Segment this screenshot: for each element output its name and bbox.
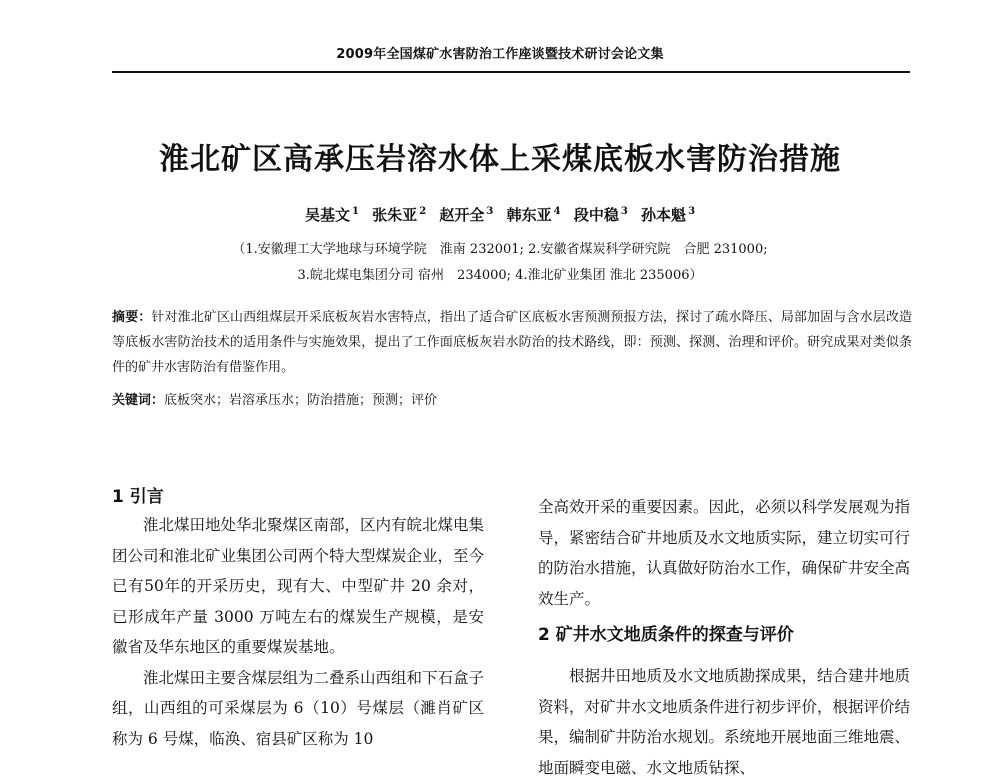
paper-title: 淮北矿区高承压岩溶水体上采煤底板水害防治措施 xyxy=(159,142,841,177)
section-1-paragraph-1: 淮北煤田地处华北聚煤区南部，区内有皖北煤电集团公司和淮北矿业集团公司两个特大型煤炭企业，至今已有50年的开采历史，现有大、中型矿井 20 余对，已形成年产量 3000 万吨左右的煤炭生产规模，是安徽省及华东地区的重要煤炭基地。 xyxy=(112,516,485,656)
header-rule xyxy=(112,71,910,73)
author-sup: 3 xyxy=(688,206,696,217)
author-sup: 4 xyxy=(553,206,561,217)
affiliation-line-2: 3.皖北煤电集团分司 宿州 234000; 4.淮北矿业集团 淮北 235006） xyxy=(297,268,703,283)
section-2-heading: 2 矿井水文地质条件的探查与评价 xyxy=(538,625,794,645)
right-column xyxy=(538,492,910,614)
keywords-label: 关键词： xyxy=(112,393,165,408)
author-name: 吴基文 xyxy=(304,206,350,224)
author-sup: 2 xyxy=(419,206,427,217)
abstract xyxy=(112,305,912,380)
abstract-text: 针对淮北矿区山西组煤层开采底板灰岩水害特点，指出了适合矿区底板水害预测预报方法，探讨了疏水降压、局部加固与含水层改造等底板水害防治技术的适用条件与实施效果，提出了工作面底板灰岩水防治的技术路线，即：预测、探测、治理和评价。研究成果对类似条件的矿井水害防治有借鉴作用。 xyxy=(112,310,912,375)
author-name: 赵开全 xyxy=(439,206,485,224)
author xyxy=(641,206,695,224)
author xyxy=(305,206,359,224)
keywords xyxy=(112,389,912,408)
author xyxy=(507,206,561,224)
affiliation-line-1: （1.安徽理工大学地球与环境学院 淮南 232001; 2.安徽省煤炭科学研究院 合肥 231000; xyxy=(232,242,768,257)
left-column xyxy=(112,510,484,754)
section-1-heading: 1 引言 xyxy=(112,487,164,507)
author-name: 张朱亚 xyxy=(372,206,418,224)
running-header: 2009年全国煤矿水害防治工作座谈暨技术研讨会论文集 xyxy=(336,47,664,62)
author-list xyxy=(0,204,1000,225)
abstract-label: 摘要： xyxy=(112,310,152,325)
author-name: 段中稳 xyxy=(573,206,619,224)
author-name: 孙本魁 xyxy=(641,206,687,224)
section-2-body xyxy=(538,661,910,783)
keywords-text: 底板突水；岩溶承压水；防治措施；预测；评价 xyxy=(164,393,438,408)
section-2-paragraph-1: 根据井田地质及水文地质勘探成果，结合建井地质资料，对矿井水文地质条件进行初步评价，根据评价结果，编制矿井防治水规划。系统地开展地面三维地震、地面瞬变电磁、水文地质钻探、 xyxy=(538,667,911,777)
author xyxy=(574,206,628,224)
author-sup: 1 xyxy=(351,206,359,217)
author xyxy=(372,206,426,224)
author-name: 韩东亚 xyxy=(506,206,552,224)
author-sup: 3 xyxy=(486,206,494,217)
author-sup: 3 xyxy=(620,206,628,217)
author xyxy=(439,206,493,224)
section-1-paragraph-2: 淮北煤田主要含煤层组为二叠系山西组和下石盒子组，山西组的可采煤层为 6（10）号煤层（濉肖矿区称为 6 号煤，临涣、宿县矿区称为 10 xyxy=(112,668,485,748)
continued-paragraph: 全高效开采的重要因素。因此，必须以科学发展观为指导，紧密结合矿井地质及水文地质实际，建立切实可行的防治水措施，认真做好防治水工作，确保矿井安全高效生产。 xyxy=(538,498,911,608)
